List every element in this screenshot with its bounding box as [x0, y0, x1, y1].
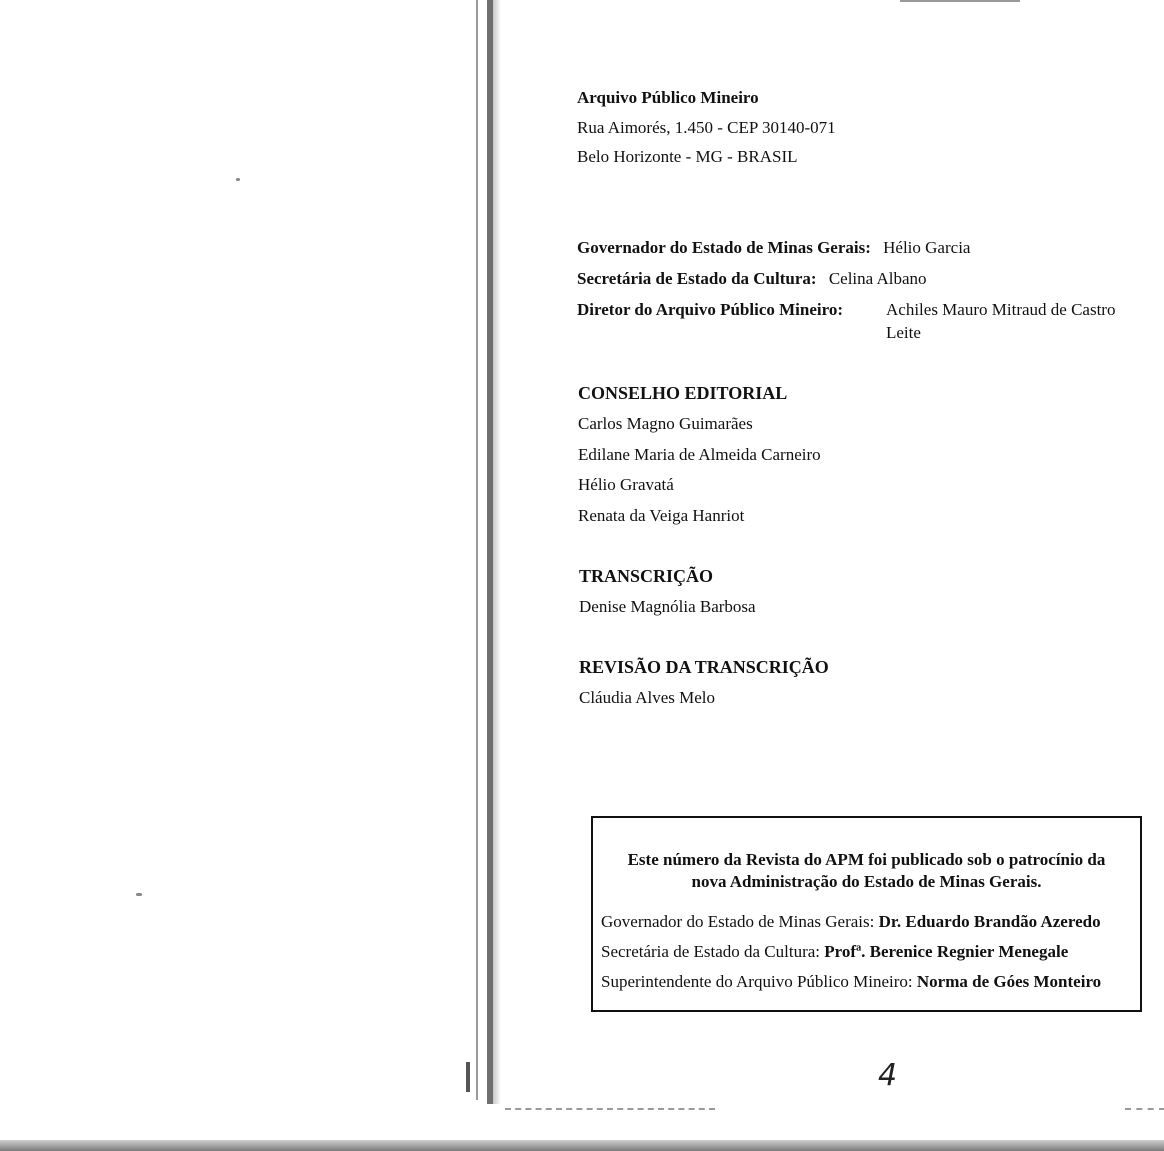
paper-speck: [236, 178, 240, 181]
sponsor-title: [593, 849, 1140, 893]
institution-address: Rua Aimorés, 1.450 - CEP 30140-071: [577, 118, 836, 137]
official-name-continued: Leite: [886, 323, 921, 342]
official-role: Diretor do Arquivo Público Mineiro:: [577, 300, 844, 319]
top-edge-rule: [900, 0, 1020, 2]
gutter-line: [476, 0, 478, 1100]
official-name: Celina Albano: [828, 269, 927, 288]
official-role: Governador do Estado de Minas Gerais:: [577, 238, 871, 257]
official-role: Secretária de Estado da Cultura:: [577, 269, 817, 288]
bottom-edge-dash: [505, 1108, 715, 1110]
revision-name: Cláudia Alves Melo: [579, 688, 715, 707]
sponsor-label: Superintendente do Arquivo Público Mineiro:: [601, 972, 913, 991]
editorial-board-member: Carlos Magno Guimarães: [578, 414, 753, 433]
bottom-edge-dash: [1125, 1108, 1164, 1110]
institution-name: Arquivo Público Mineiro: [577, 88, 759, 107]
transcription-heading: TRANSCRIÇÃO: [579, 566, 714, 586]
editorial-board-member: Renata da Veiga Hanriot: [578, 506, 745, 525]
editorial-board-member: Edilane Maria de Almeida Carneiro: [578, 445, 821, 464]
institution-city: Belo Horizonte - MG - BRASIL: [577, 147, 798, 166]
sponsor-line: [601, 942, 1068, 962]
official-name: Hélio Garcia: [883, 238, 971, 257]
page-number: 4: [878, 1058, 898, 1093]
official-governor: [577, 238, 970, 258]
binding-shadow: [493, 0, 501, 1104]
sponsor-label: Secretária de Estado da Cultura:: [601, 942, 821, 961]
revision-heading: REVISÃO DA TRANSCRIÇÃO: [579, 657, 829, 677]
transcription-name: Denise Magnólia Barbosa: [579, 597, 756, 616]
sponsor-name: Profª. Berenice Regnier Menegale: [824, 942, 1069, 961]
editorial-board-heading: CONSELHO EDITORIAL: [578, 383, 788, 403]
gutter-mark: [466, 1062, 470, 1092]
official-secretary: [577, 269, 927, 289]
official-name: Achiles Mauro Mitraud de Castro: [886, 300, 1116, 319]
page-bottom-edge: [0, 1140, 1164, 1151]
sponsor-line: [601, 912, 1101, 932]
sponsor-name: Norma de Góes Monteiro: [916, 972, 1102, 991]
sponsor-name: Dr. Eduardo Brandão Azeredo: [878, 912, 1101, 931]
sponsor-box: [591, 816, 1142, 1012]
sponsor-title-line: nova Administração do Estado de Minas Gerais.: [691, 872, 1042, 891]
sponsor-title-line: Este número da Revista do APM foi publicado sob o patrocínio da: [627, 850, 1106, 869]
paper-speck: [136, 893, 142, 896]
sponsor-label: Governador do Estado de Minas Gerais:: [601, 912, 875, 931]
sponsor-line: [601, 972, 1101, 992]
editorial-board-member: Hélio Gravatá: [578, 475, 674, 494]
